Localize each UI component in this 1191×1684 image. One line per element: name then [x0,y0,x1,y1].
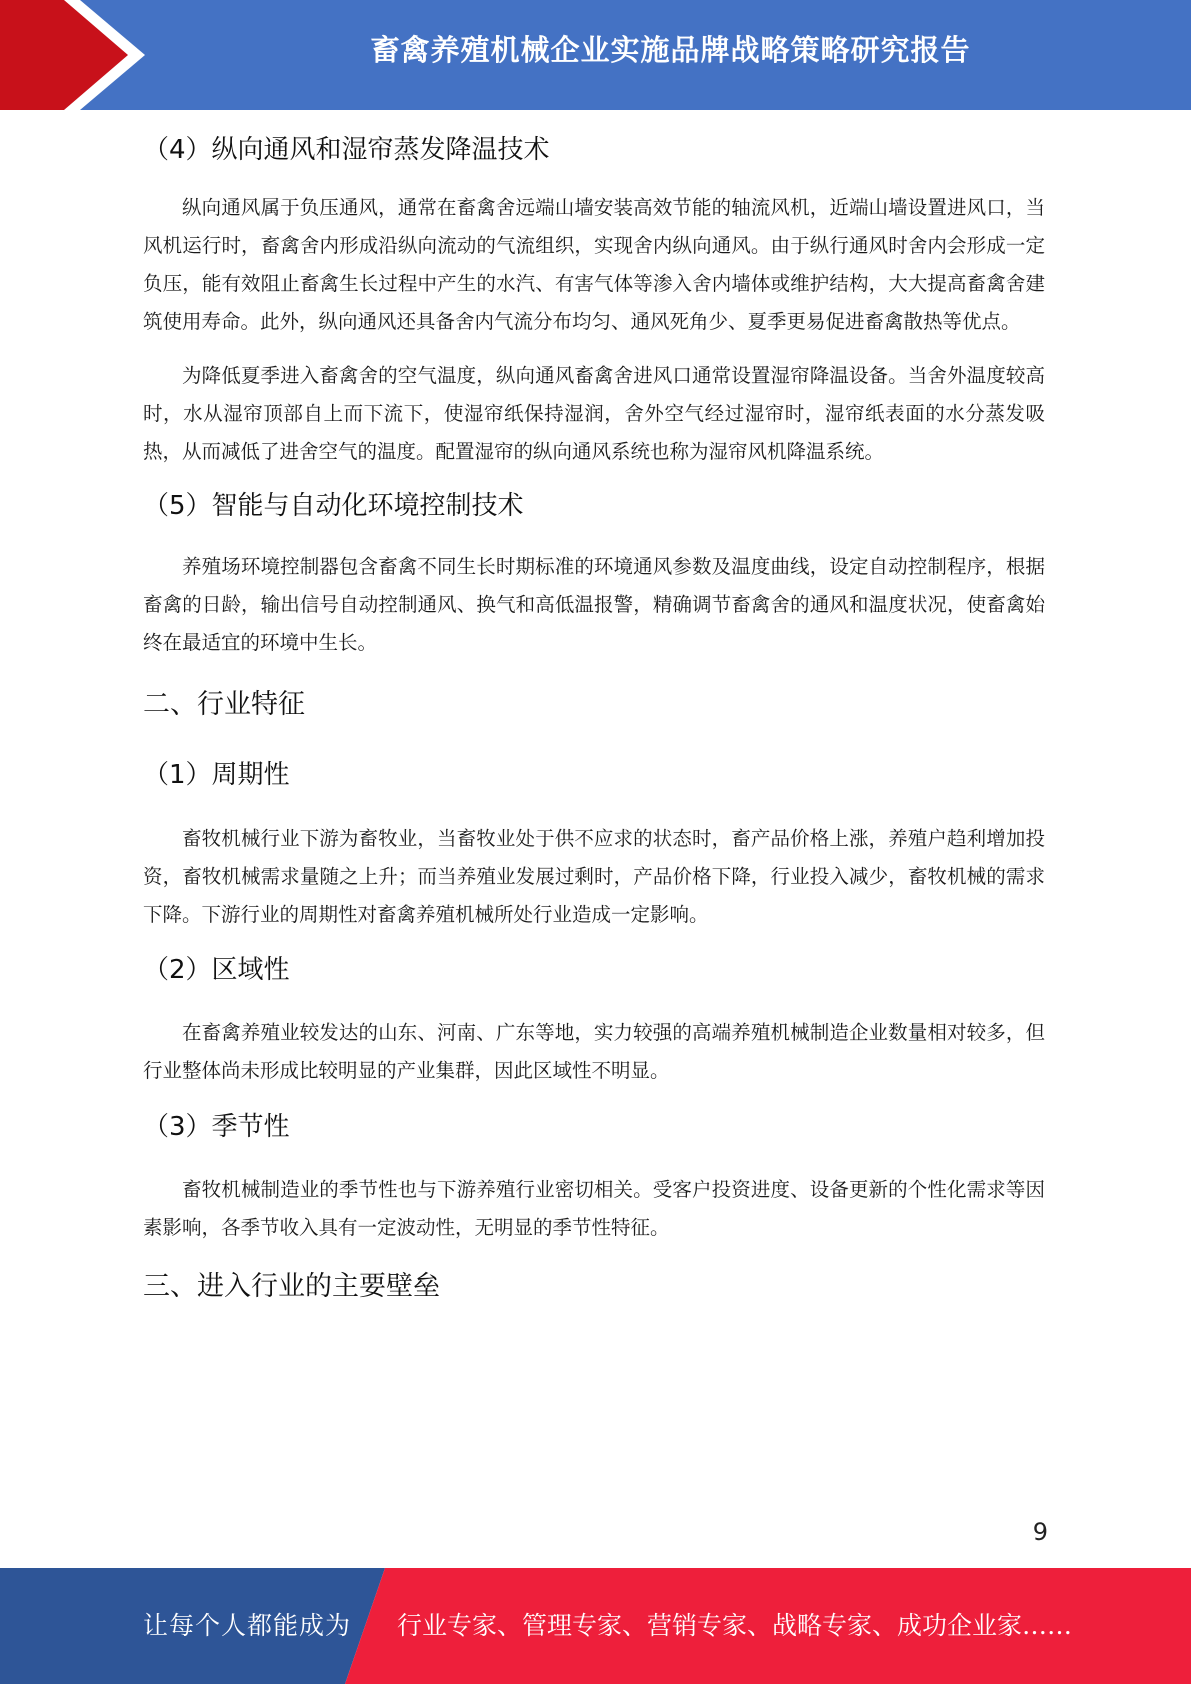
paragraph: 养殖场环境控制器包含畜禽不同生长时期标准的环境通风参数及温度曲线，设定自动控制程序，根据畜禽的日龄，输出信号自动控制通风、换气和高低温报警，精确调节畜禽舍的通风和温度状况，使畜禽始终在最适宜的环境中生长。 [143,555,1045,654]
subsection-heading: （4）纵向通风和湿帘蒸发降温技术 [143,135,550,165]
footer-slogan-left: 让每个人都能成为 [143,1611,352,1640]
paragraph: 为降低夏季进入畜禽舍的空气温度，纵向通风畜禽舍进风口通常设置湿帘降温设备。当舍外温度较高时，水从湿帘顶部自上而下流下，使湿帘纸保持湿润，舍外空气经过湿帘时，湿帘纸表面的水分蒸发吸热，从而减低了进舍空气的温度。配置湿帘的纵向通风系统也称为湿帘风机降温系统。 [143,364,1045,463]
header-band [0,0,1191,110]
subsection-heading: （3）季节性 [143,1112,290,1142]
document-title: 畜禽养殖机械企业实施品牌战略策略研究报告 [370,33,971,67]
section-heading: 二、行业特征 [143,689,305,720]
subsection-heading: （5）智能与自动化环境控制技术 [143,491,524,521]
paragraph: 畜牧机械行业下游为畜牧业，当畜牧业处于供不应求的状态时，畜产品价格上涨，养殖户趋利增加投资，畜牧机械需求量随之上升；而当养殖业发展过剩时，产品价格下降，行业投入减少，畜牧机械的需求下降。下游行业的周期性对畜禽养殖机械所处行业造成一定影响。 [143,827,1045,926]
section-heading: 三、进入行业的主要壁垒 [143,1271,440,1302]
paragraph: 纵向通风属于负压通风，通常在畜禽舍远端山墙安装高效节能的轴流风机，近端山墙设置进风口，当风机运行时，畜禽舍内形成沿纵向流动的气流组织，实现舍内纵向通风。由于纵行通风时舍内会形成一定负压，能有效阻止畜禽生长过程中产生的水汽、有害气体等渗入舍内墙体或维护结构，大大提高畜禽舍建筑使用寿命。此外，纵向通风还具备舍内气流分布均匀、通风死角少、夏季更易促进畜禽散热等优点。 [143,196,1045,333]
paragraph: 在畜禽养殖业较发达的山东、河南、广东等地，实力较强的高端养殖机械制造企业数量相对较多，但行业整体尚未形成比较明显的产业集群，因此区域性不明显。 [143,1021,1045,1082]
subsection-heading: （1）周期性 [143,760,290,790]
footer-band [0,1568,1191,1684]
chevron-arrow-icon [0,0,160,110]
page-number: 9 [1032,1518,1048,1546]
paragraph: 畜牧机械制造业的季节性也与下游养殖行业密切相关。受客户投资进度、设备更新的个性化需求等因素影响，各季节收入具有一定波动性，无明显的季节性特征。 [143,1178,1045,1239]
footer-slogan-right: 行业专家、管理专家、营销专家、战略专家、成功企业家…… [397,1611,1073,1640]
page-content [143,130,1045,1307]
subsection-heading: （2）区域性 [143,955,290,985]
